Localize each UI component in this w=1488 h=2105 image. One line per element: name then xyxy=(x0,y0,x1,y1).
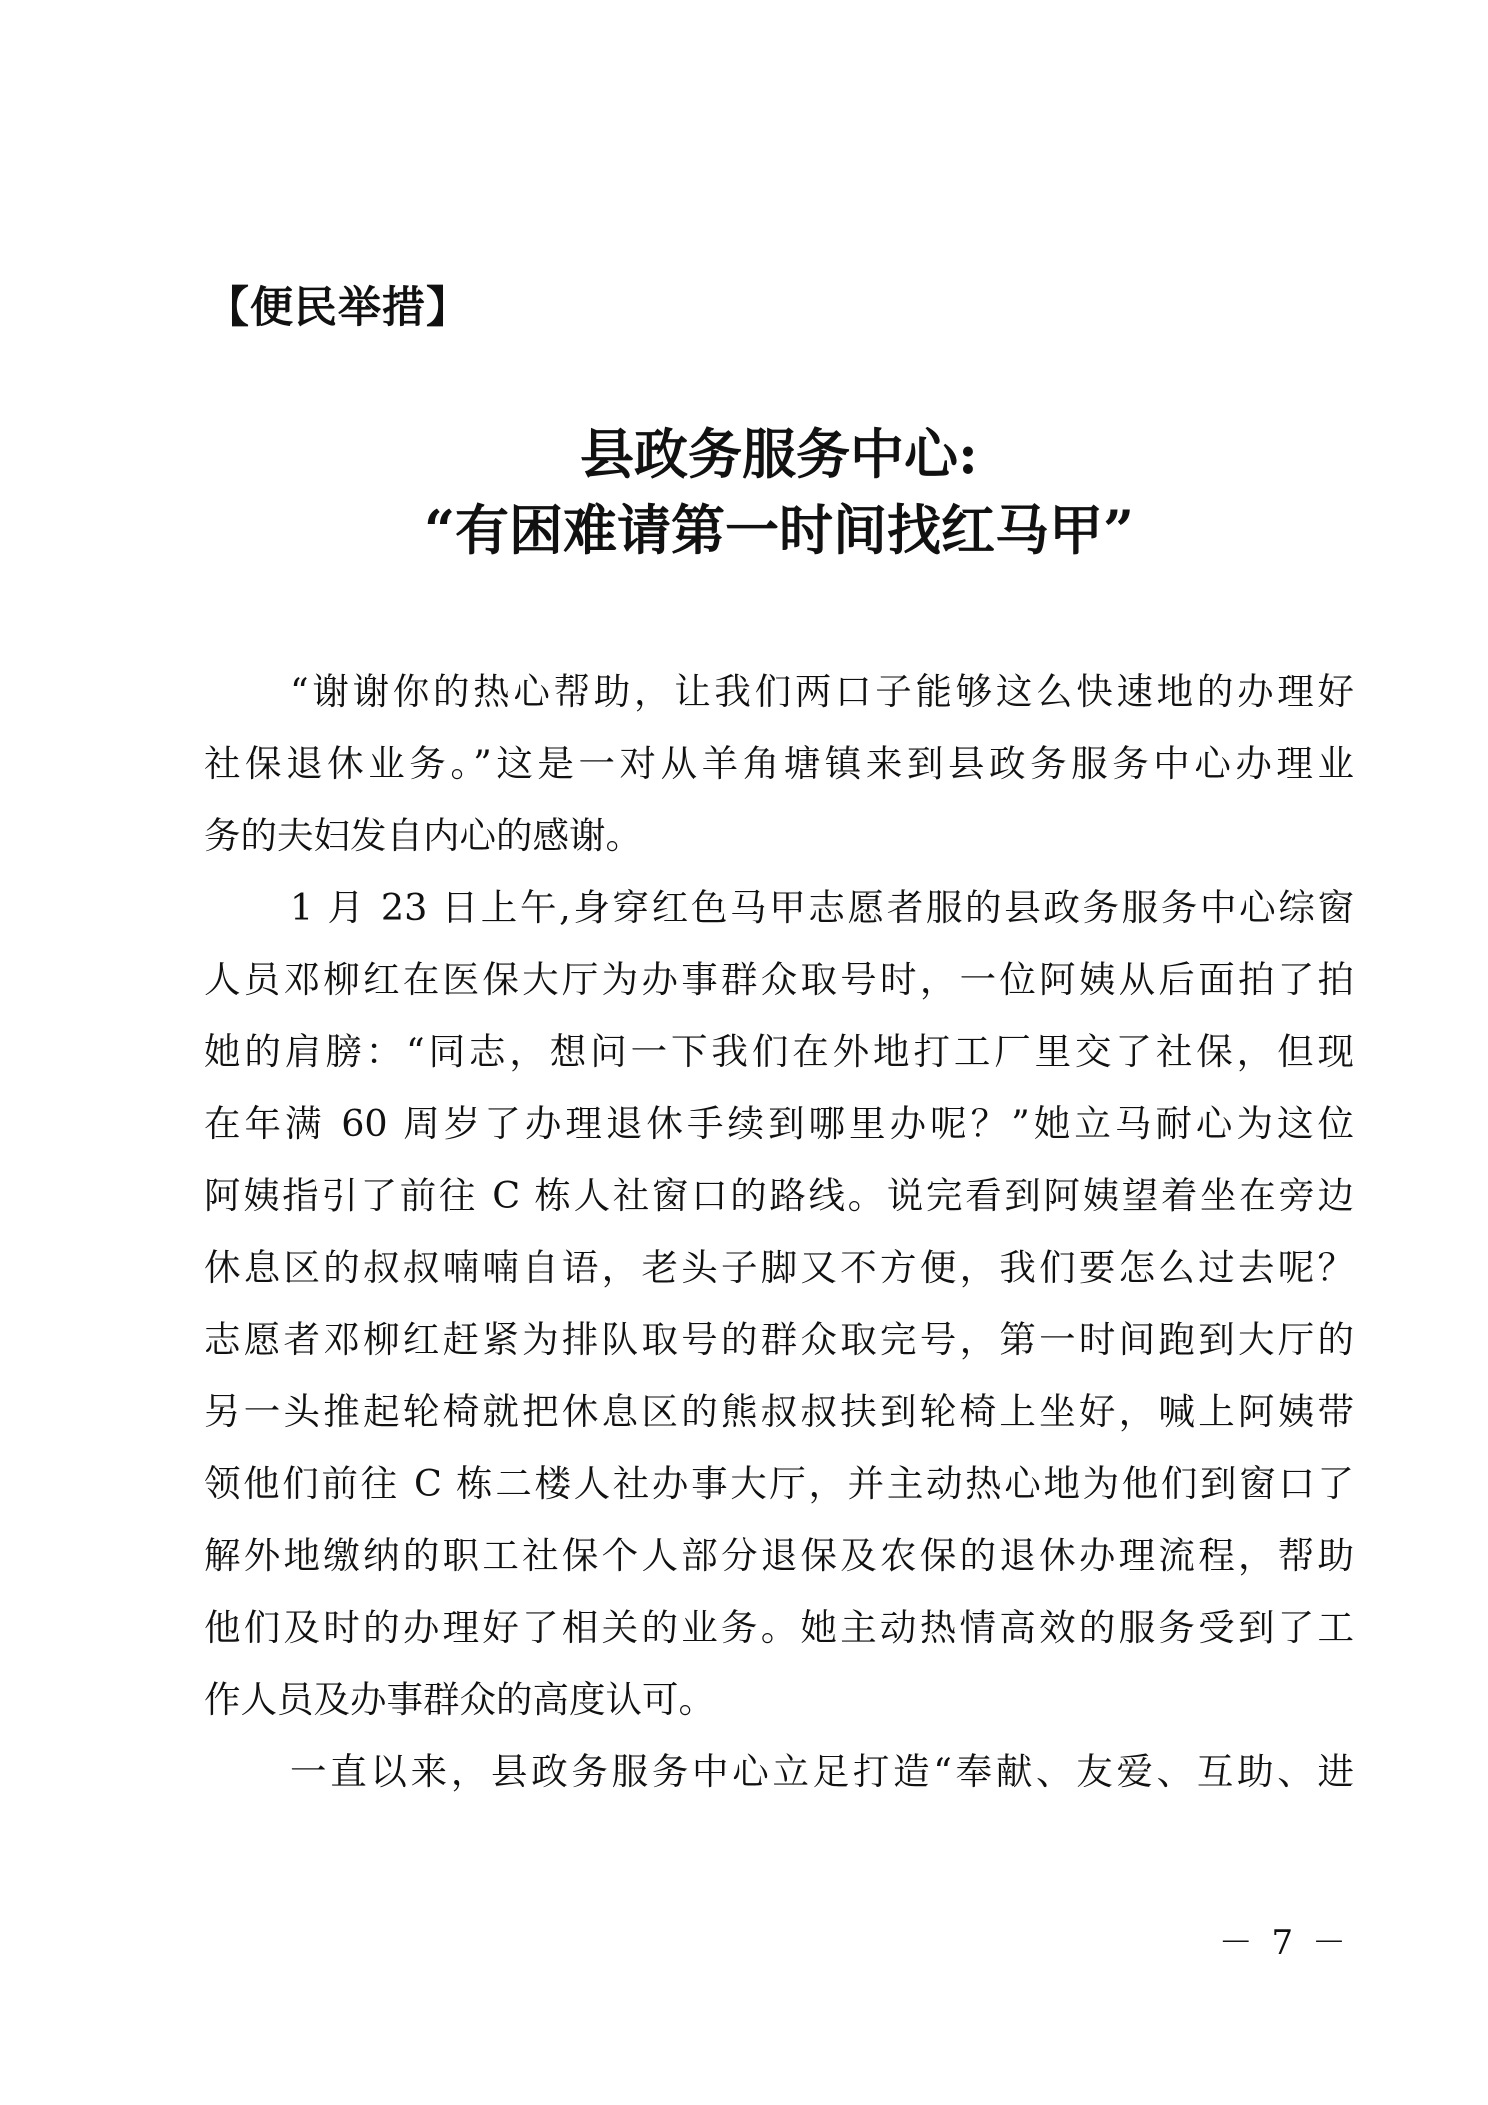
body-line: “谢谢你的热心帮助，让我们两口子能够这么快速地的办理好 xyxy=(290,670,1354,713)
body-line: 务的夫妇发自内心的感谢。 xyxy=(204,814,642,857)
body-line: 社保退休业务。”这是一对从羊角塘镇来到县政务服务中心办理业 xyxy=(204,742,1354,785)
section-tag: 【便民举措】 xyxy=(206,283,470,333)
page-number: － 7 － xyxy=(1218,1923,1350,1963)
body-line: 志愿者邓柳红赶紧为排队取号的群众取完号，第一时间跑到大厅的 xyxy=(204,1318,1354,1361)
body-line: 她的肩膀：“同志，想问一下我们在外地打工厂里交了社保，但现 xyxy=(204,1030,1354,1073)
article-title-line-2: “有困难请第一时间找红马甲” xyxy=(423,498,1135,562)
article-title-line-1: 县政务服务中心: xyxy=(580,422,978,486)
body-line: 一直以来，县政务服务中心立足打造“奉献、友爱、互助、进 xyxy=(290,1750,1354,1793)
body-line: 作人员及办事群众的高度认可。 xyxy=(204,1678,715,1721)
body-line: 1 月 23 日上午,身穿红色马甲志愿者服的县政务服务中心综窗 xyxy=(290,886,1354,929)
body-line: 人员邓柳红在医保大厅为办事群众取号时，一位阿姨从后面拍了拍 xyxy=(204,958,1354,1001)
body-line: 领他们前往 C 栋二楼人社办事大厅，并主动热心地为他们到窗口了 xyxy=(204,1462,1354,1505)
body-line: 解外地缴纳的职工社保个人部分退保及农保的退休办理流程，帮助 xyxy=(204,1534,1354,1577)
body-line: 在年满 60 周岁了办理退休手续到哪里办呢？”她立马耐心为这位 xyxy=(204,1102,1354,1145)
body-line: 他们及时的办理好了相关的业务。她主动热情高效的服务受到了工 xyxy=(204,1606,1354,1649)
body-line: 休息区的叔叔喃喃自语，老头子脚又不方便，我们要怎么过去呢？ xyxy=(204,1246,1354,1289)
body-line: 阿姨指引了前往 C 栋人社窗口的路线。说完看到阿姨望着坐在旁边 xyxy=(204,1174,1354,1217)
body-line: 另一头推起轮椅就把休息区的熊叔叔扶到轮椅上坐好，喊上阿姨带 xyxy=(204,1390,1354,1433)
